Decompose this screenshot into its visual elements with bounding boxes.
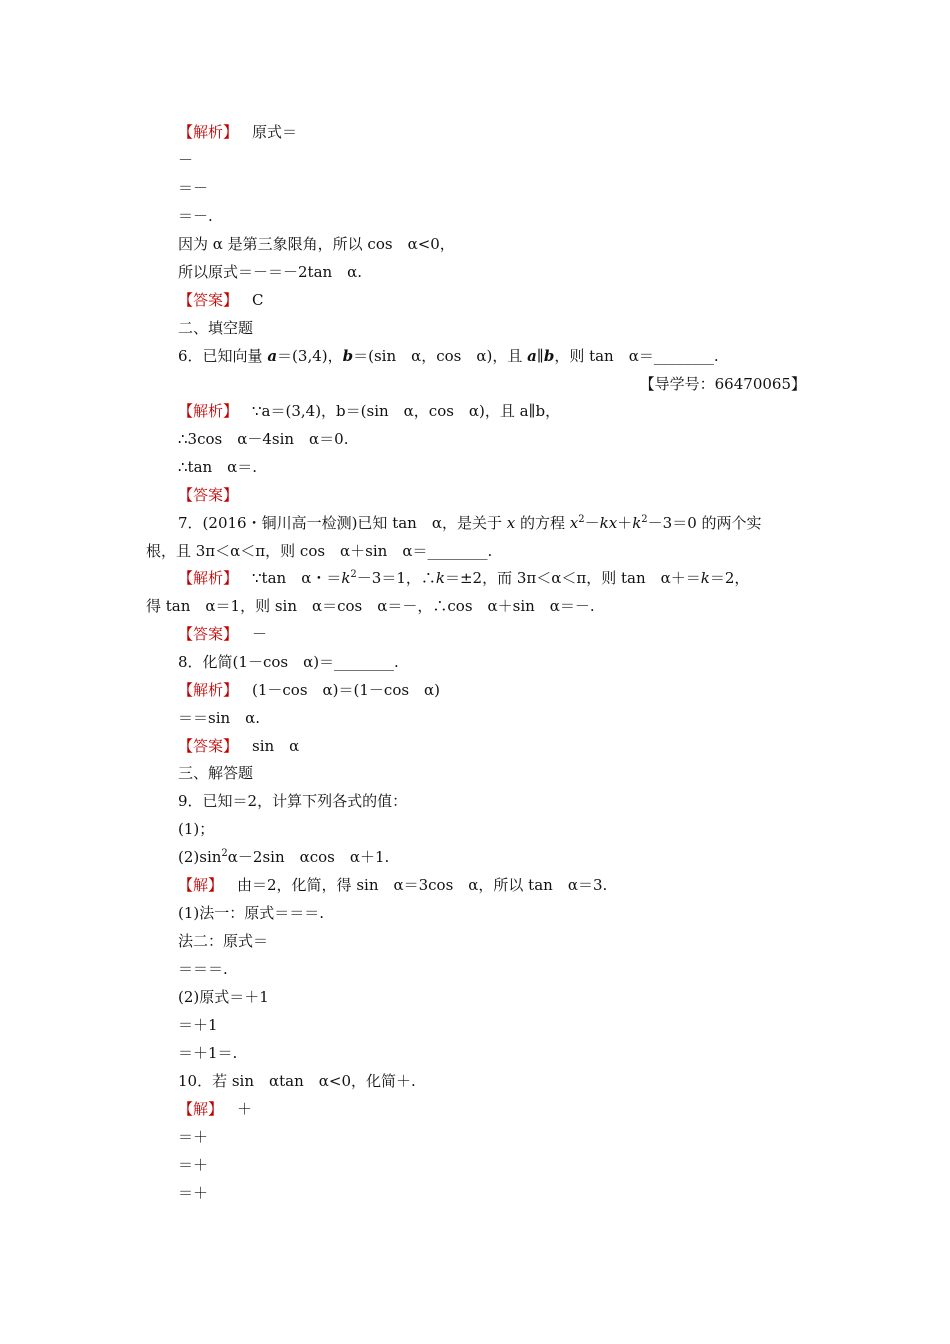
text-line [178, 624, 267, 644]
text-line [178, 931, 268, 951]
line-text: 9．已知＝2，计算下列各式的值： [178, 792, 408, 810]
text-line [178, 1043, 237, 1063]
line-text: 得 tan α＝1，则 sin α＝cos α＝－，∴cos α＋sin α＝－. [146, 597, 595, 615]
text-line [178, 485, 252, 505]
section-tag: 【答案】 [178, 291, 239, 309]
text-line [178, 1071, 416, 1091]
q6-mid1: ＝(3,4)， [277, 347, 343, 365]
question-7-line-2: 根，且 3π＜α＜π，则 cos α＋sin α＝________. [146, 542, 493, 560]
text-line [178, 987, 269, 1007]
line-text: 10．若 sin αtan α<0，化简＋. [178, 1072, 416, 1090]
text-line [178, 708, 260, 728]
text-line [178, 1155, 208, 1175]
line-text: － [252, 625, 268, 643]
text-line [178, 875, 607, 895]
text-line [178, 763, 253, 783]
text-line [178, 1099, 252, 1119]
var-k-ans-3: k [700, 569, 710, 587]
line-text: 8．化简(1－cos α)＝________. [178, 653, 399, 671]
text-line [178, 206, 213, 226]
section-tag: 【解析】 [178, 681, 239, 699]
sup-2b: 2 [641, 514, 648, 525]
line-text: ＋ [237, 1100, 253, 1118]
text-line [178, 736, 299, 756]
analysis-tag: 【解析】 [178, 569, 239, 587]
parallel-symbol: ∥ [536, 347, 544, 365]
line-text: 所以原式＝－＝－2tan α. [178, 263, 363, 281]
line-text: 法二：原式＝ [178, 932, 269, 950]
q9-2-a: (2)sin [178, 848, 222, 866]
line-text: (1－cos α)＝(1－cos α) [252, 681, 441, 699]
line-text: ＝＋ [178, 1184, 209, 1202]
section-tag: 【解析】 [178, 402, 239, 420]
q7-ans-b: －3＝1，∴ [356, 569, 436, 587]
line-text: 二、填空题 [178, 319, 254, 337]
text-line [178, 318, 253, 338]
q7-text-d: ＋ [617, 514, 633, 532]
q7-text-e: －3＝0 的两个实 [647, 514, 762, 532]
text-line [146, 596, 595, 616]
section-tag: 【解】 [178, 1100, 224, 1118]
text-line [178, 1015, 218, 1035]
line-text: 由＝2，化简，得 sin α＝3cos α，所以 tan α＝3. [237, 876, 608, 894]
q7-text-a: 7．(2016・铜川高一检测)已知 tan α，是关于 [178, 514, 507, 532]
q6-prefix: 6．已知向量 [178, 347, 268, 365]
line-text: ＝＋1＝. [178, 1044, 238, 1062]
vector-b: b [342, 347, 354, 365]
var-k: k [632, 514, 642, 532]
section-tag: 【答案】 [178, 625, 239, 643]
text-line [178, 791, 407, 811]
section-tag: 【解析】 [178, 123, 239, 141]
question-9-part-2 [178, 847, 389, 867]
var-k-ans: k [341, 569, 351, 587]
line-text: ＝＋1 [178, 1016, 218, 1034]
text-line [178, 959, 228, 979]
line-text: ＝＋ [178, 1128, 209, 1146]
q9-2-b: α－2sin αcos α＋1. [227, 848, 390, 866]
var-kx: kx [599, 514, 618, 532]
q6-suffix: ，则 tan α＝________. [554, 347, 719, 365]
vector-b-2: b [543, 347, 555, 365]
section-tag: 【答案】 [178, 737, 239, 755]
text-line [178, 819, 214, 839]
text-line [178, 290, 264, 310]
text-line [178, 262, 362, 282]
line-text: ＝－. [178, 207, 213, 225]
question-7-line-1 [178, 513, 762, 533]
line-text: ＝－ [178, 179, 209, 197]
question-6 [178, 346, 719, 366]
guide-number: 【导学号：66470065】 [639, 375, 806, 393]
var-k-ans-2: k [435, 569, 445, 587]
q7-ans-c: ＝±2，而 3π＜α＜π，则 tan α＋＝ [444, 569, 701, 587]
vector-a-2: a [527, 347, 537, 365]
line-text: (1)法一：原式＝＝＝. [178, 904, 325, 922]
q7-text-c: － [584, 514, 600, 532]
text-line [178, 150, 193, 170]
q6-mid2: ＝(sin α，cos α)，且 [353, 347, 528, 365]
line-text: (2)原式＝＋1 [178, 988, 269, 1006]
line-text: ∵a＝(3,4)，b＝(sin α，cos α)，且 a∥b， [252, 402, 561, 420]
text-line [178, 178, 208, 198]
line-text: ＝＋ [178, 1156, 209, 1174]
text-line [178, 429, 349, 449]
line-text: ∴3cos α－4sin α＝0. [178, 430, 349, 448]
line-text: 三、解答题 [178, 764, 254, 782]
sup-2: 2 [578, 514, 585, 525]
text-line [178, 903, 324, 923]
section-tag: 【解】 [178, 876, 224, 894]
var-x: x [506, 514, 516, 532]
text-line [178, 1183, 208, 1203]
vector-a: a [267, 347, 278, 365]
sup-2c: 2 [350, 569, 357, 580]
text-line [178, 401, 560, 421]
q7-ans-a: ∵tan α・＝ [252, 569, 342, 587]
line-text: 因为 α 是第三象限角，所以 cos α<0， [178, 235, 455, 253]
line-text: ＝＝＝. [178, 960, 228, 978]
q7-text-b: 的方程 [515, 514, 570, 532]
text-line [178, 457, 257, 477]
text-line [178, 680, 440, 700]
var-x-2: x [569, 514, 579, 532]
section-tag: 【答案】 [178, 486, 239, 504]
text-line [178, 234, 455, 254]
line-text: C [252, 291, 264, 309]
line-text: － [178, 151, 194, 169]
question-7-analysis [178, 568, 749, 588]
line-text: ＝＝sin α. [178, 709, 261, 727]
line-text: sin α [252, 737, 300, 755]
q7-ans-d: ＝2， [709, 569, 750, 587]
text-line [178, 122, 297, 142]
line-text: (1)； [178, 820, 215, 838]
sup-2d: 2 [221, 848, 228, 859]
line-text: 原式＝ [252, 123, 298, 141]
text-line [178, 1127, 208, 1147]
text-line [178, 652, 399, 672]
line-text: ∴tan α＝. [178, 458, 258, 476]
